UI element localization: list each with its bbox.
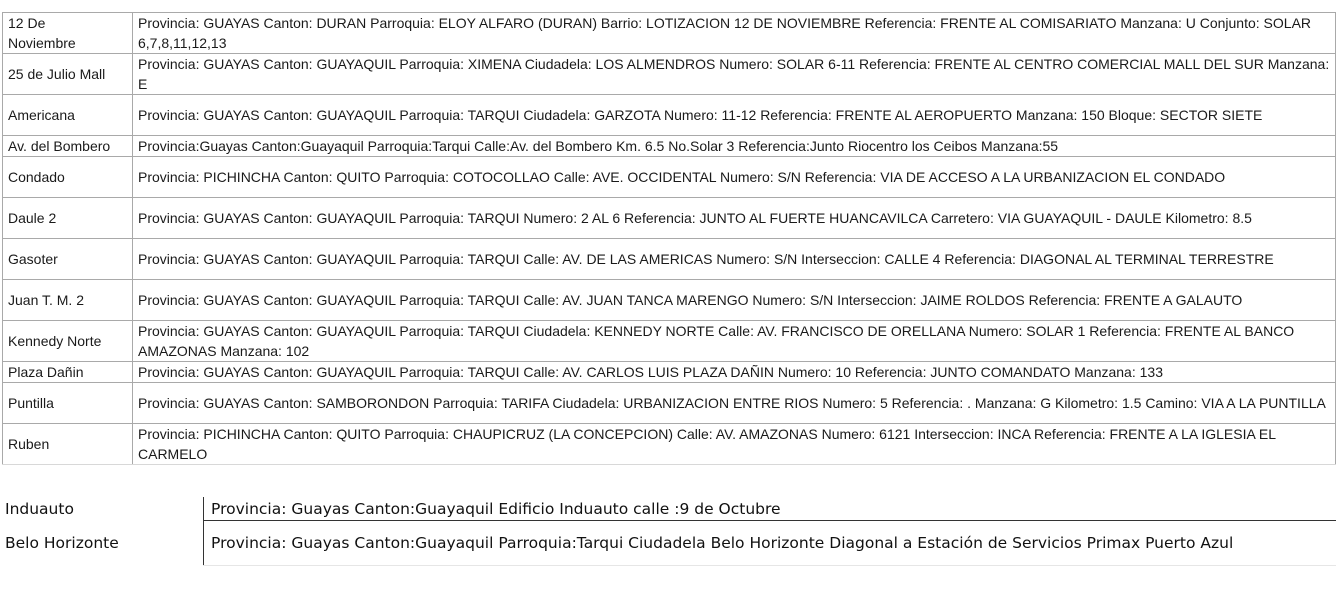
location-name: Ruben [3,424,133,465]
location-name: Belo Horizonte [5,534,119,552]
location-address: Provincia: Guayas Canton:Guayaquil Edificio Induauto calle :9 de Octubre [204,497,1337,521]
location-name [3,13,133,54]
location-name: 25 de Julio Mall [3,54,133,95]
table-row [3,362,1336,383]
table-row [3,321,1336,362]
location-address: Provincia: GUAYAS Canton: GUAYAQUIL Parroquia: TARQUI Ciudadela: GARZOTA Numero: 11-12 Referencia: FRENTE AL AEROPUERTO Manzana: 150 Bloque: SECTOR SIETE [133,95,1336,136]
location-address: Provincia: Guayas Canton:Guayaquil Parroquia:Tarqui Ciudadela Belo Horizonte Diagonal a Estación de Servicios Primax Puerto Azul [204,521,1337,566]
table-row [3,13,1336,54]
locations-table [2,12,1336,465]
location-address: Provincia: GUAYAS Canton: GUAYAQUIL Parroquia: TARQUI Numero: 2 AL 6 Referencia: JUNTO AL FUERTE HUANCAVILCA Carretero: VIA GUAYAQUIL - DAULE Kilometro: 8.5 [133,198,1336,239]
table-row [3,198,1336,239]
location-name-line-1: 12 De [8,15,46,31]
location-address: Provincia:Guayas Canton:Guayaquil Parroquia:Tarqui Calle:Av. del Bombero Km. 6.5 No.Solar 3 Referencia:Junto Riocentro los Ceibos Manzana:55 [133,136,1336,157]
table-row [3,136,1336,157]
location-name: Condado [3,157,133,198]
location-name: Plaza Dañin [3,362,133,383]
location-address: Provincia: GUAYAS Canton: GUAYAQUIL Parroquia: TARQUI Calle: AV. JUAN TANCA MARENGO Numero: S/N Interseccion: JAIME ROLDOS Referencia: FRENTE A GALAUTO [133,280,1336,321]
table-row [3,239,1336,280]
location-name: Daule 2 [3,198,133,239]
location-name-line-2: Noviembre [8,35,76,51]
location-address: Provincia: GUAYAS Canton: SAMBORONDON Parroquia: TARIFA Ciudadela: URBANIZACION ENTRE RIOS Numero: 5 Referencia: . Manzana: G Kilometro: 1.5 Camino: VIA A LA PUNTILLA [133,383,1336,424]
extra-locations-table [0,497,1336,566]
location-address: Provincia: GUAYAS Canton: GUAYAQUIL Parroquia: TARQUI Calle: AV. DE LAS AMERICAS Numero: S/N Interseccion: CALLE 4 Referencia: DIAGONAL AL TERMINAL TERRESTRE [133,239,1336,280]
location-name: Americana [3,95,133,136]
location-address: Provincia: GUAYAS Canton: DURAN Parroquia: ELOY ALFARO (DURAN) Barrio: LOTIZACION 12 DE NOVIEMBRE Referencia: FRENTE AL COMISARIATO Manzana: U Conjunto: SOLAR 6,7,8,11,12,13 [133,13,1336,54]
location-name: Av. del Bombero [3,136,133,157]
table-row [3,157,1336,198]
location-address: Provincia: GUAYAS Canton: GUAYAQUIL Parroquia: TARQUI Ciudadela: KENNEDY NORTE Calle: AV. FRANCISCO DE ORELLANA Numero: SOLAR 1 Referencia: FRENTE AL BANCO AMAZONAS Manzana: 102 [133,321,1336,362]
location-name: Induauto [5,499,74,518]
location-name: Juan T. M. 2 [3,280,133,321]
table-row [3,424,1336,465]
table-row [3,280,1336,321]
location-name: Puntilla [3,383,133,424]
location-address: Provincia: PICHINCHA Canton: QUITO Parroquia: CHAUPICRUZ (LA CONCEPCION) Calle: AV. AMAZONAS Numero: 6121 Interseccion: INCA Referencia: FRENTE A LA IGLESIA EL CARMELO [133,424,1336,465]
table-row [3,54,1336,95]
location-name: Kennedy Norte [3,321,133,362]
table-row [3,95,1336,136]
table-row [0,497,1336,521]
location-address: Provincia: GUAYAS Canton: GUAYAQUIL Parroquia: TARQUI Calle: AV. CARLOS LUIS PLAZA DAÑIN Numero: 10 Referencia: JUNTO COMANDATO Manzana: 133 [133,362,1336,383]
table-row [0,521,1336,566]
location-address: Provincia: GUAYAS Canton: GUAYAQUIL Parroquia: XIMENA Ciudadela: LOS ALMENDROS Numero: SOLAR 6-11 Referencia: FRENTE AL CENTRO COMERCIAL MALL DEL SUR Manzana: E [133,54,1336,95]
location-name: Gasoter [3,239,133,280]
table-row [3,383,1336,424]
location-address: Provincia: PICHINCHA Canton: QUITO Parroquia: COTOCOLLAO Calle: AVE. OCCIDENTAL Numero: S/N Referencia: VIA DE ACCESO A LA URBANIZACION EL CONDADO [133,157,1336,198]
